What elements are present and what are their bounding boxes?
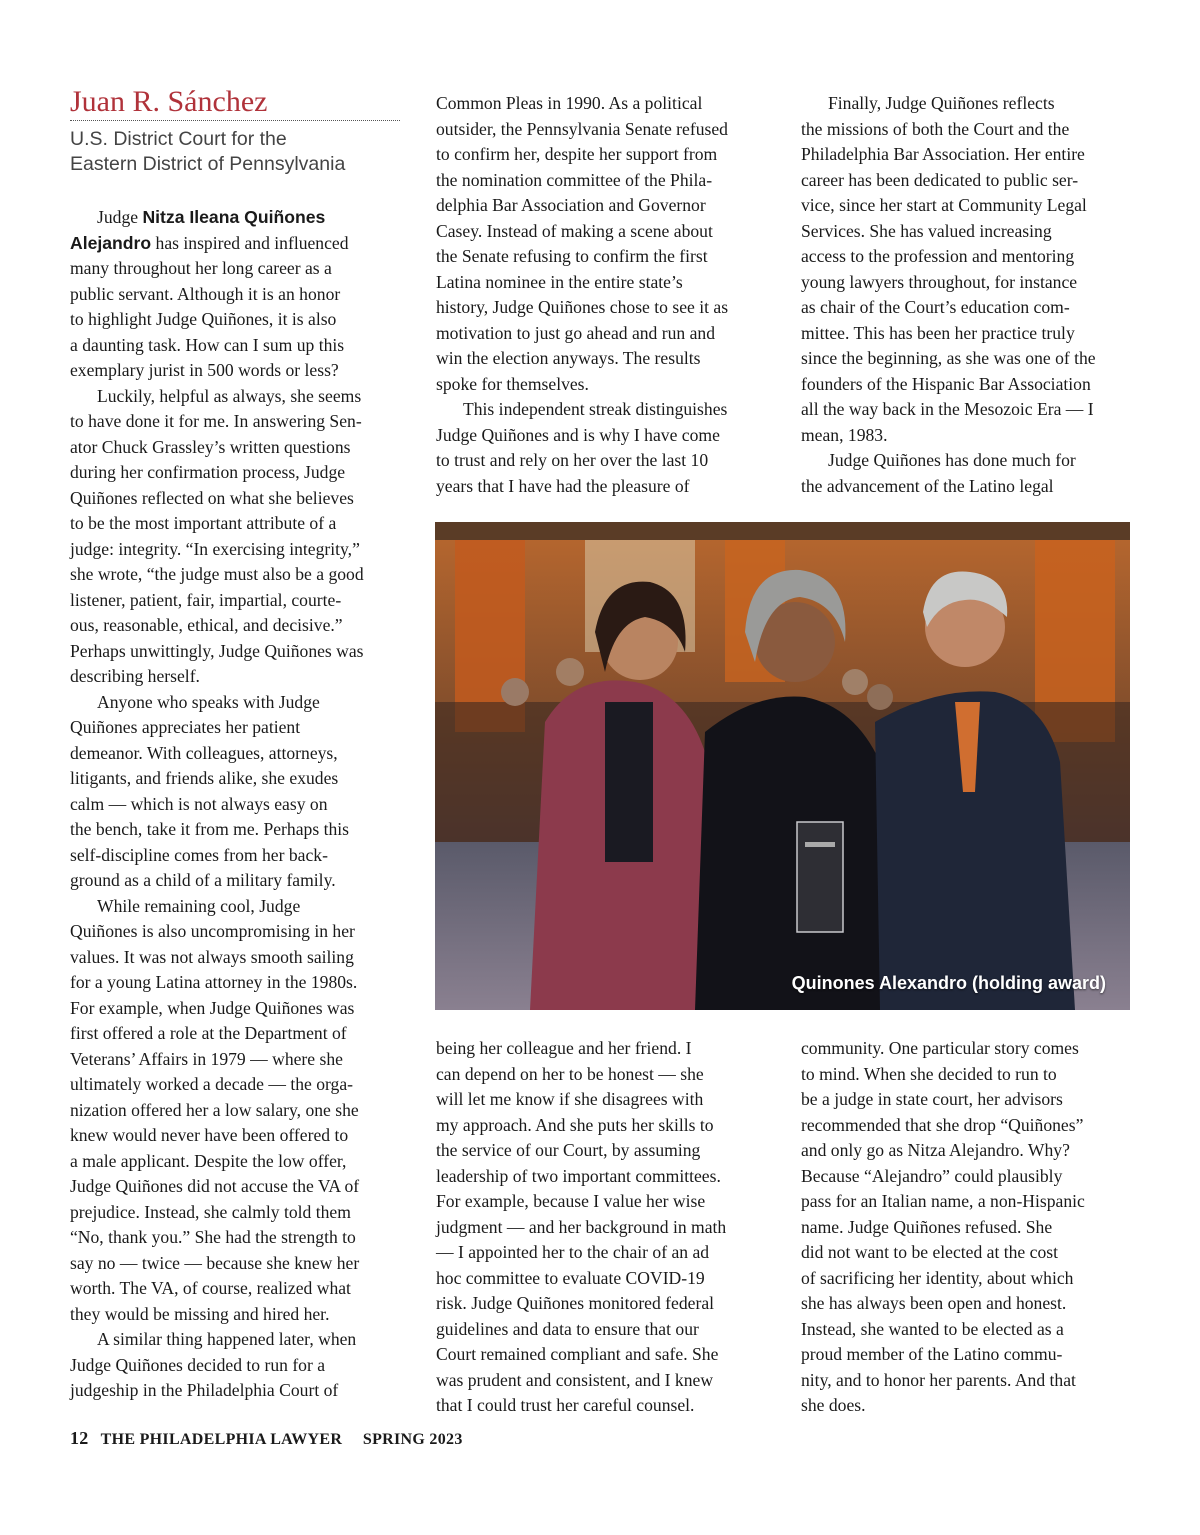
text-line: many throughout her long career as a — [70, 258, 332, 278]
author-court-line: Eastern District of Pennsylvania — [70, 153, 346, 175]
text-line: she does. — [801, 1395, 866, 1415]
text-line: the missions of both the Court and the — [801, 118, 1070, 139]
text-line: A similar thing happened later, when — [97, 1329, 357, 1349]
text-line: mean, 1983. — [801, 424, 888, 445]
text-line: proud member of the Latino commu- — [801, 1344, 1063, 1364]
text-line: young lawyers throughout, for instance — [801, 271, 1078, 292]
text-line: judgment — and her background in math — [436, 1216, 727, 1237]
text-line: career has been dedicated to public ser- — [801, 169, 1079, 190]
text-line: While remaining cool, Judge — [97, 895, 301, 916]
text-line: Luckily, helpful as always, she seems — [97, 385, 362, 406]
publication-name: THE PHILADELPHIA LAWYER — [100, 1431, 343, 1448]
photo-illustration — [435, 522, 1130, 1010]
text-fragment: has inspired and influenced — [151, 232, 349, 253]
text-line: motivation to just go ahead and run and — [436, 322, 716, 343]
text-line: my approach. And she puts her skills to — [436, 1114, 714, 1135]
text-line: and only go as Nitza Alejandro. Why? — [801, 1140, 1070, 1160]
article-column-3-continued — [801, 1036, 1136, 1419]
text-line: Finally, Judge Quiñones reflects — [828, 93, 1055, 113]
text-line: did not want to be elected at the cost — [801, 1242, 1058, 1262]
text-line: to confirm her, despite her support from — [436, 144, 718, 164]
text-line: vice, since her start at Community Legal — [801, 195, 1087, 215]
text-line: the advancement of the Latino legal — [801, 475, 1054, 496]
text-line: litigants, and friends alike, she exudes — [70, 768, 339, 788]
honoree-name: Alejandro — [70, 232, 152, 253]
article-column-2-continued — [436, 1036, 771, 1419]
text-line: founders of the Hispanic Bar Association — [801, 373, 1091, 394]
text-line: to be the most important attribute of a — [70, 513, 337, 533]
text-line: “No, thank you.” She had the strength to — [70, 1227, 356, 1247]
text-line: Philadelphia Bar Association. Her entire — [801, 144, 1085, 164]
text-line: demeanor. With colleagues, attorneys, — [70, 742, 338, 763]
text-line: will let me know if she disagrees with — [436, 1089, 704, 1109]
text-line: access to the profession and mentoring — [801, 246, 1075, 266]
page-footer — [70, 1428, 463, 1449]
text-line: a male applicant. Despite the low offer, — [70, 1150, 347, 1171]
text-line: Anyone who speaks with Judge — [97, 691, 320, 712]
text-line: judgeship in the Philadelphia Court of — [70, 1380, 339, 1400]
text-line — [70, 205, 405, 231]
honoree-name: Nitza Ileana Quiñones — [142, 207, 326, 227]
text-line: during her confirmation process, Judge — [70, 462, 346, 482]
text-line: judge: integrity. “In exercising integrity,” — [70, 538, 360, 559]
text-line: all the way back in the Mesozoic Era — I — [801, 399, 1094, 419]
text-line: be a judge in state court, her advisors — [801, 1089, 1063, 1109]
text-line: she has always been open and honest. — [801, 1293, 1067, 1313]
text-line: say no — twice — because she knew her — [70, 1252, 360, 1273]
text-line: For example, because I value her wise — [436, 1191, 706, 1211]
author-court-line: U.S. District Court for the — [70, 128, 287, 150]
text-line: Judge Quiñones did not accuse the VA of — [70, 1176, 360, 1196]
text-line: community. One particular story comes — [801, 1038, 1079, 1058]
text-line: name. Judge Quiñones refused. She — [801, 1216, 1053, 1237]
text-line: Veterans’ Affairs in 1979 — where she — [70, 1048, 343, 1069]
text-line: risk. Judge Quiñones monitored federal — [436, 1293, 715, 1313]
text-line: the nomination committee of the Phila- — [436, 169, 713, 190]
text-line: For example, when Judge Quiñones was — [70, 997, 355, 1018]
text-line: the service of our Court, by assuming — [436, 1140, 701, 1160]
author-name: Juan R. Sánchez — [70, 85, 268, 118]
text-line: ground as a child of a military family. — [70, 870, 336, 890]
author-court — [70, 127, 400, 177]
text-line: to mind. When she decided to run to — [801, 1063, 1057, 1084]
text-line: ultimately worked a decade — the orga- — [70, 1074, 354, 1094]
text-line: spoke for themselves. — [436, 373, 589, 394]
text-line: pass for an Italian name, a non-Hispanic — [801, 1191, 1085, 1211]
text-line: Judge Quiñones has done much for — [828, 450, 1076, 470]
text-line: history, Judge Quiñones chose to see it as — [436, 297, 729, 317]
text-line: calm — which is not always easy on — [70, 793, 328, 814]
text-line: years that I have had the pleasure of — [436, 475, 690, 496]
text-line: the bench, take it from me. Perhaps this — [70, 819, 349, 839]
text-line: ous, reasonable, ethical, and decisive.” — [70, 615, 343, 635]
text-line: Perhaps unwittingly, Judge Quiñones was — [70, 640, 364, 661]
article-column-3 — [801, 91, 1136, 499]
text-line: she wrote, “the judge must also be a good — [70, 564, 364, 584]
text-line: public servant. Although it is an honor — [70, 283, 341, 304]
article-column-2 — [436, 91, 771, 499]
text-line: self-discipline comes from her back- — [70, 844, 328, 865]
text-line: first offered a role at the Department of — [70, 1023, 347, 1043]
text-line — [70, 231, 405, 257]
text-line: Quiñones is also uncompromising in her — [70, 921, 355, 941]
text-line: delphia Bar Association and Governor — [436, 195, 706, 215]
text-line: ator Chuck Grassley’s written questions — [70, 436, 351, 457]
text-line: to highlight Judge Quiñones, it is also — [70, 309, 337, 329]
page-number: 12 — [70, 1428, 89, 1448]
author-divider — [70, 120, 400, 121]
text-line: Judge Quiñones decided to run for a — [70, 1354, 326, 1375]
event-photo — [435, 522, 1130, 1010]
text-line: describing herself. — [70, 666, 200, 686]
text-line: that I could trust her careful counsel. — [436, 1395, 695, 1415]
text-line: Quiñones appreciates her patient — [70, 717, 301, 737]
text-line: Instead, she wanted to be elected as a — [801, 1318, 1064, 1339]
text-line: they would be missing and hired her. — [70, 1303, 330, 1324]
text-line: — I appointed her to the chair of an ad — [436, 1242, 710, 1262]
text-line: prejudice. Instead, she calmly told them — [70, 1201, 351, 1222]
text-line: Because “Alejandro” could plausibly — [801, 1165, 1063, 1186]
text-line: Common Pleas in 1990. As a political — [436, 93, 703, 113]
text-line: Casey. Instead of making a scene about — [436, 220, 713, 241]
text-line: Court remained compliant and safe. She — [436, 1344, 719, 1364]
text-line: to trust and rely on her over the last 10 — [436, 450, 709, 470]
text-line: This independent streak distinguishes — [463, 399, 728, 419]
text-line: leadership of two important committees. — [436, 1165, 721, 1186]
text-line: exemplary jurist in 500 words or less? — [70, 360, 339, 380]
photo-caption: Quinones Alexandro (holding award) — [791, 973, 1106, 993]
text-line: nization offered her a low salary, one she — [70, 1099, 359, 1120]
text-line: as chair of the Court’s education com- — [801, 297, 1070, 317]
text-line: Quiñones reflected on what she believes — [70, 487, 354, 508]
text-fragment: Judge — [97, 207, 143, 227]
article-column-1 — [70, 205, 405, 1404]
text-line: for a young Latina attorney in the 1980s. — [70, 972, 358, 992]
text-line: Services. She has valued increasing — [801, 220, 1052, 241]
text-line: worth. The VA, of course, realized what — [70, 1278, 351, 1298]
text-line: listener, patient, fair, impartial, courte- — [70, 589, 342, 610]
issue-date: SPRING 2023 — [362, 1431, 463, 1448]
text-line: being her colleague and her friend. I — [436, 1038, 692, 1058]
text-line: Judge Quiñones and is why I have come — [436, 424, 720, 445]
text-line: win the election anyways. The results — [436, 348, 701, 368]
text-line: Latina nominee in the entire state’s — [436, 271, 683, 292]
text-line: of sacrificing her identity, about which — [801, 1267, 1074, 1288]
text-line: can depend on her to be honest — she — [436, 1063, 704, 1084]
text-line: hoc committee to evaluate COVID-19 — [436, 1267, 705, 1288]
text-line: knew would never have been offered to — [70, 1125, 349, 1145]
author-block — [70, 84, 400, 177]
text-line: the Senate refusing to confirm the first — [436, 246, 708, 266]
text-line: nity, and to honor her parents. And that — [801, 1369, 1076, 1390]
text-line: recommended that she drop “Quiñones” — [801, 1114, 1084, 1135]
text-line: to have done it for me. In answering Sen- — [70, 411, 362, 431]
text-line: values. It was not always smooth sailing — [70, 946, 354, 967]
text-line: mittee. This has been her practice truly — [801, 322, 1075, 343]
text-line: a daunting task. How can I sum up this — [70, 334, 345, 355]
text-line: outsider, the Pennsylvania Senate refused — [436, 118, 728, 139]
text-line: since the beginning, as she was one of the — [801, 348, 1096, 368]
text-line: was prudent and consistent, and I knew — [436, 1369, 714, 1390]
text-line: guidelines and data to ensure that our — [436, 1318, 699, 1339]
